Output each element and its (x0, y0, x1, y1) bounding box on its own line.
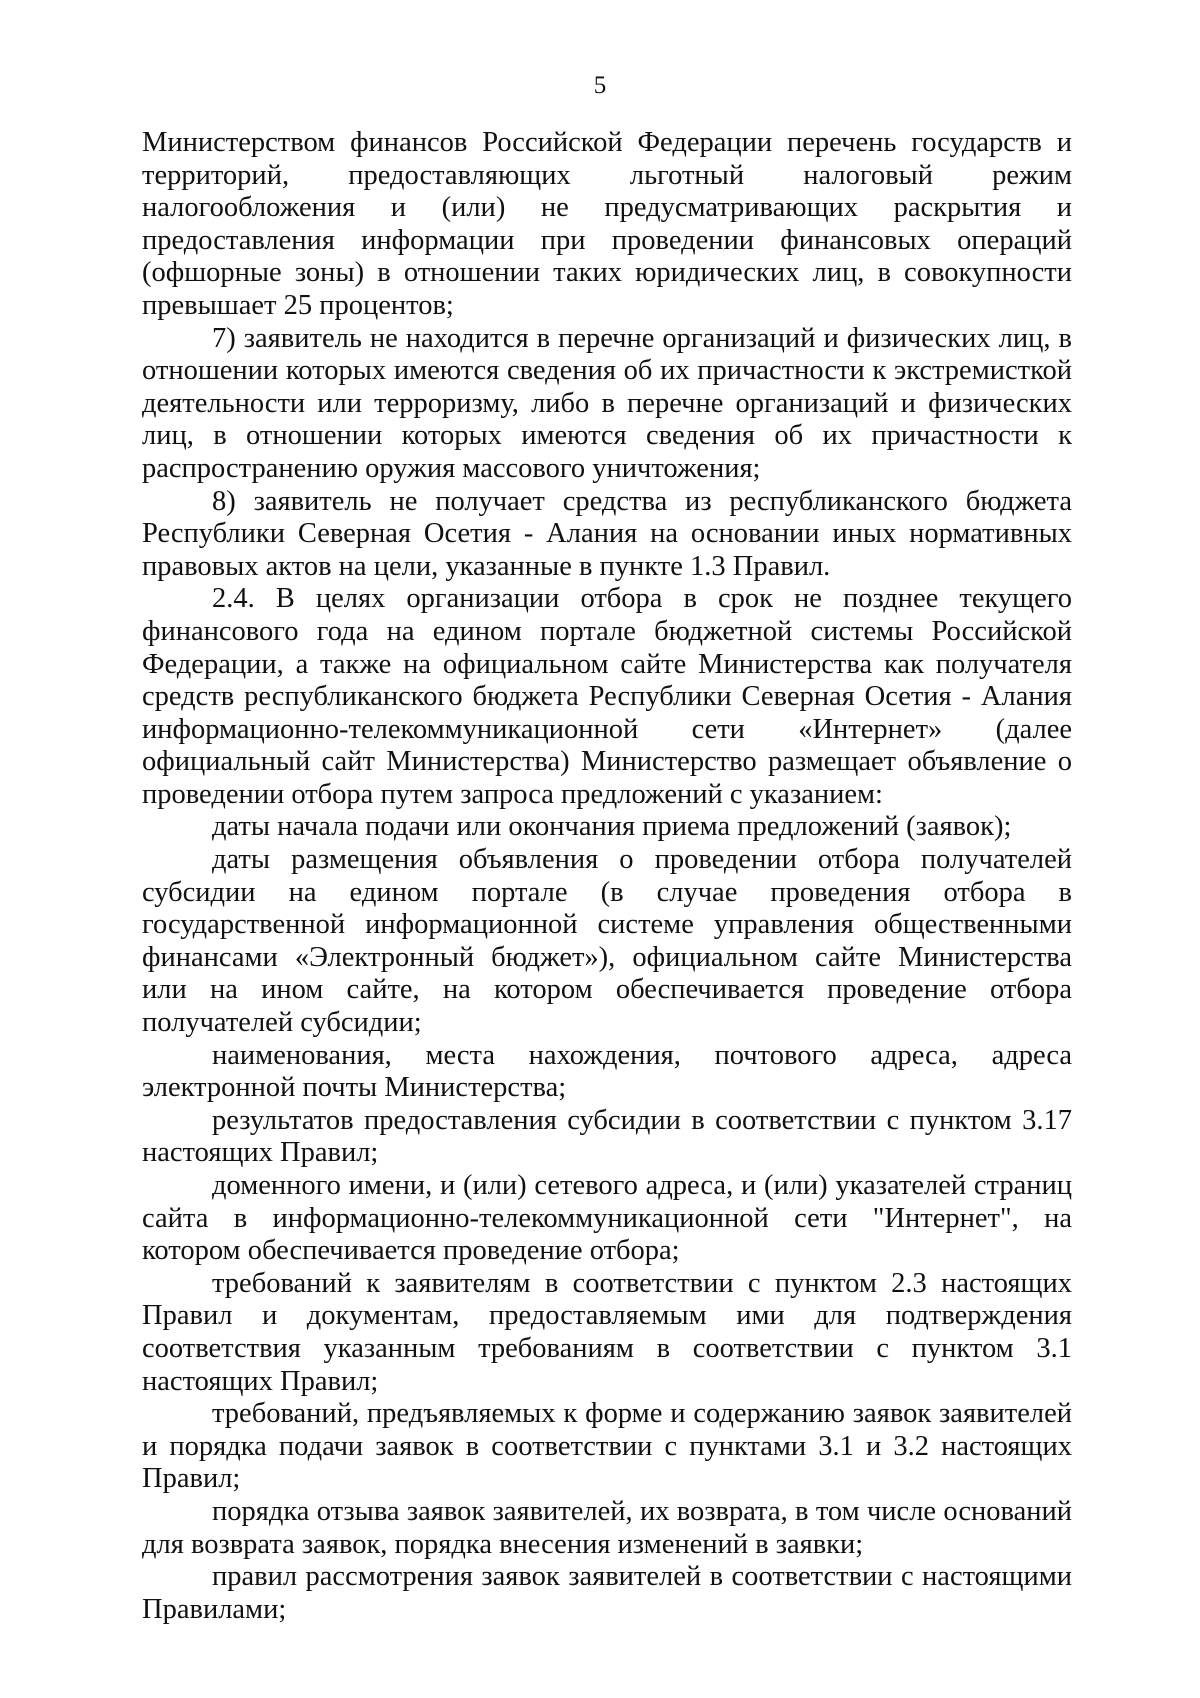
paragraph-domain-name: доменного имени, и (или) сетевого адреса, и (или) указателей страниц сайта в информационно-телекоммуникационной сети "Интернет", на котором обеспечивается проведение отбора; (142, 1170, 1072, 1267)
paragraph-item-7: 7) заявитель не находится в перечне организаций и физических лиц, в отношении которых имеются сведения об их причастности к экстремисткой деятельности или терроризму, либо в перечне организаций и физических лиц, в отношении которых имеются сведения об их причастности к распространению оружия массового уничтожения; (142, 322, 1072, 484)
page-number: 5 (593, 72, 607, 99)
paragraph-ministry-contacts: наименования, места нахождения, почтового адреса, адреса электронной почты Министерства; (142, 1039, 1072, 1104)
paragraph-subsidy-results: результатов предоставления субсидии в соответствии с пунктом 3.17 настоящих Правил; (142, 1104, 1072, 1169)
paragraph-continuation: Министерством финансов Российской Федерации перечень государств и территорий, предоставляющих льготный налоговый режим налогообложения и (или) не предусматривающих раскрытия и предоставления информации при проведении финансовых операций (офшорные зоны) в отношении таких юридических лиц, в совокупности превышает 25 процентов; (142, 127, 1072, 321)
paragraph-withdrawal-order: порядка отзыва заявок заявителей, их возврата, в том числе оснований для возврата заявок, порядка внесения изменений в заявки; (142, 1495, 1072, 1560)
paragraph-section-2-4: 2.4. В целях организации отбора в срок не позднее текущего финансового года на едином портале бюджетной системы Российской Федерации, а также на официальном сайте Министерства как получателя средств республиканского бюджета Республики Северная Осетия - Алания информационно-телекоммуникационной сети «Интернет» (далее официальный сайт Министерства) Министерство размещает объявление о проведении отбора путем запроса предложений с указанием: (142, 583, 1072, 810)
paragraph-item-8: 8) заявитель не получает средства из республиканского бюджета Республики Северная Осетия - Алания на основании иных нормативных правовых актов на цели, указанные в пункте 1.3 Правил. (142, 485, 1072, 582)
paragraph-applicant-requirements: требований к заявителям в соответствии с пунктом 2.3 настоящих Правил и документам, предоставляемым ими для подтверждения соответствия указанным требованиям в соответствии с пунктом 3.1 настоящих Правил; (142, 1267, 1072, 1397)
paragraph-review-rules: правил рассмотрения заявок заявителей в соответствии с настоящими Правилами; (142, 1561, 1072, 1625)
paragraph-dates-submission: даты начала подачи или окончания приема предложений (заявок); (212, 811, 1012, 843)
document-body (142, 127, 1072, 1626)
paragraph-application-form: требований, предъявляемых к форме и содержанию заявок заявителей и порядка подачи заявок в соответствии с пунктами 3.1 и 3.2 настоящих Правил; (142, 1398, 1072, 1495)
paragraph-dates-announcement: даты размещения объявления о проведении отбора получателей субсидии на едином портале (в случае проведения отбора в государственной информационной системе управления общественными финансами «Электронный бюджет»), официальном сайте Министерства или на ином сайте, на котором обеспечивается проведение отбора получателей субсидии; (142, 844, 1072, 1039)
